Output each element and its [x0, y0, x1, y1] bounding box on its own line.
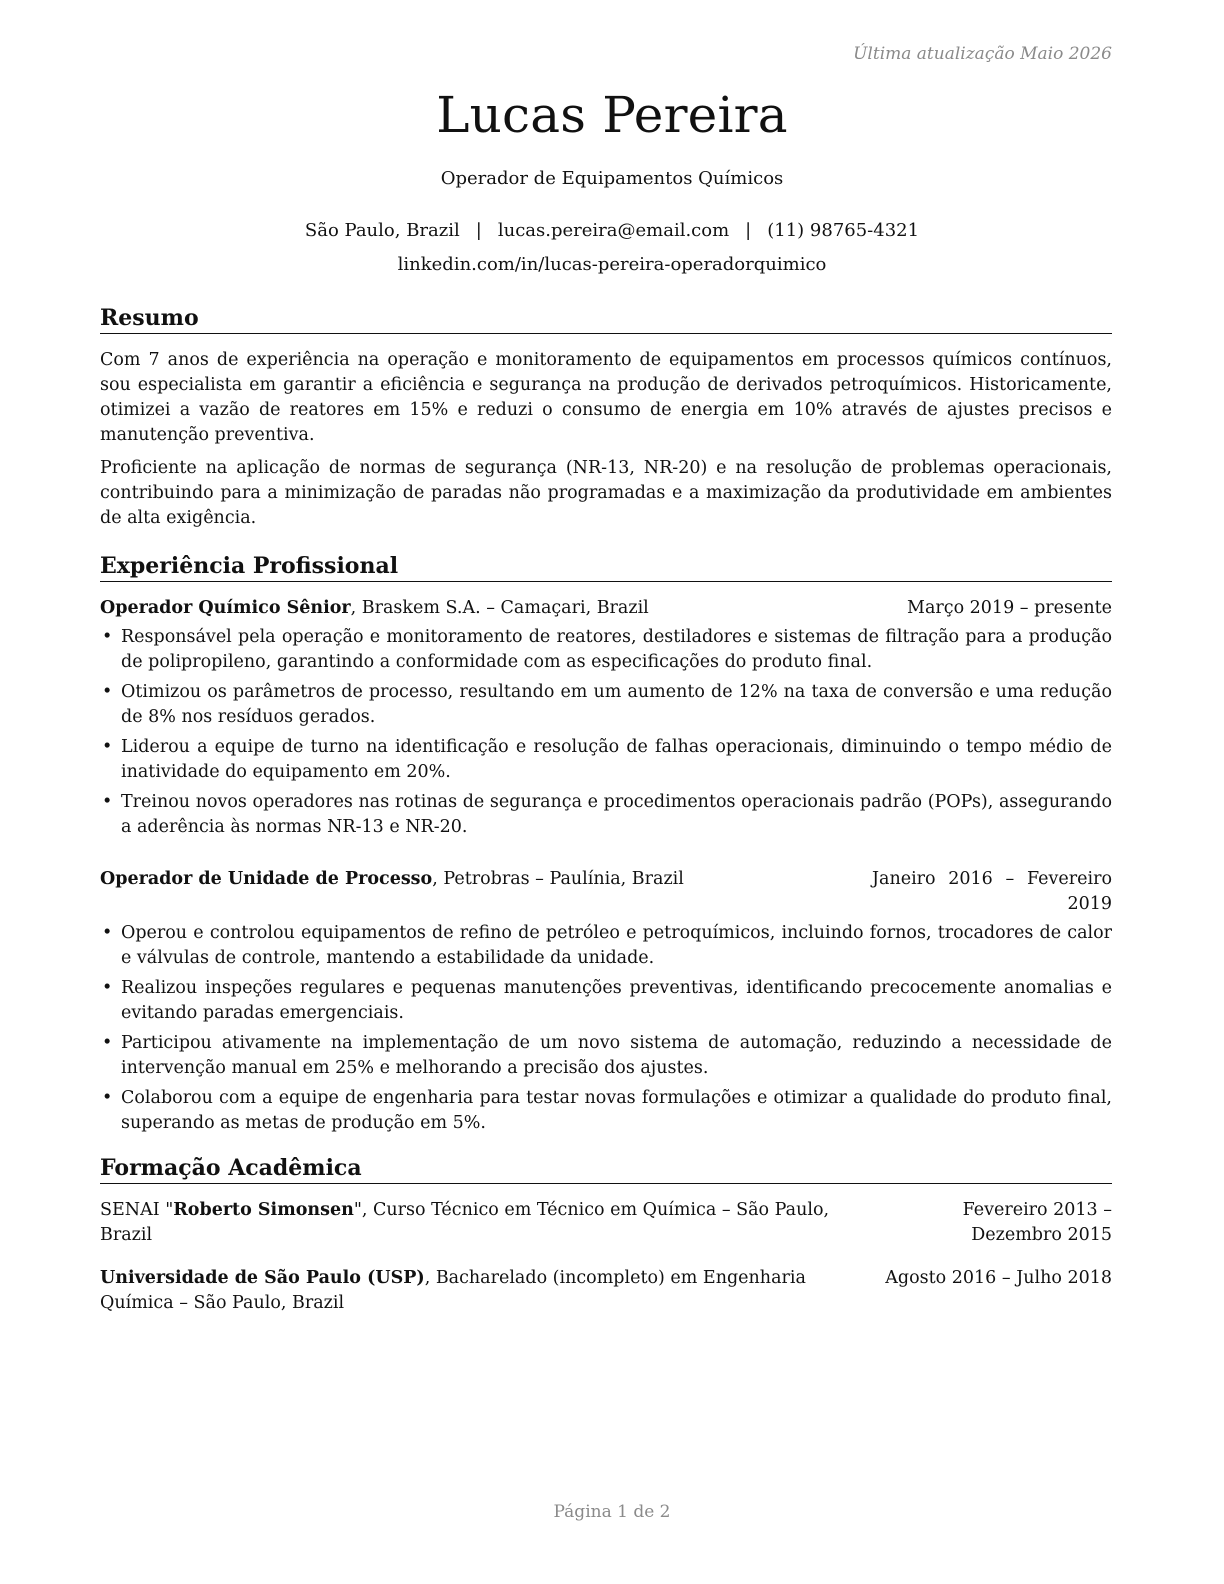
- phone: (11) 98765-4321: [767, 220, 920, 241]
- job-dates: Março 2019 – presente: [907, 598, 1112, 618]
- list-item: • Responsável pela operação e monitoramento de reatores, destiladores e sistemas de filtração para a produção de polipropileno, garantindo a conformidade com as especificações do produto final.: [100, 625, 1112, 675]
- list-item: • Realizou inspeções regulares e pequenas manutenções preventivas, identificando precocemente anomalias e evitando paradas emergenciais.: [100, 976, 1112, 1026]
- location: São Paulo, Brazil: [304, 220, 460, 241]
- section-title-education: Formação Acadêmica: [100, 1155, 1112, 1184]
- list-item: • Treinou novos operadores nas rotinas de segurança e procedimentos operacionais padrão (POPs), assegurando a aderência às normas NR-13 e NR-20.: [100, 790, 1112, 840]
- summary-paragraph: Com 7 anos de experiência na operação e monitoramento de equipamentos em processos químicos contínuos, sou especialista em garantir a eficiência e segurança na produção de derivados petroquímicos. Historicamente, otimizei a vazão de reatores em 15% e reduzi o consumo de energia em 10% através de ajustes precisos e manutenção preventiva.: [100, 350, 1112, 445]
- job-role: Operador Químico Sênior: [100, 598, 351, 618]
- job-header: [100, 596, 1112, 621]
- education-detail: ", Curso Técnico em Técnico em Química – São Paulo, Brazil: [100, 1200, 830, 1245]
- education-dates: Agosto 2016 – Julho 2018: [885, 1268, 1112, 1288]
- job-dates: Janeiro 2016 – Fevereiro 2019: [872, 869, 1112, 914]
- job-role: Operador de Unidade de Processo: [100, 869, 433, 889]
- headline: Operador de Equipamentos Químicos: [440, 168, 784, 189]
- candidate-name: Lucas Pereira: [436, 86, 788, 144]
- list-item: • Operou e controlou equipamentos de refino de petróleo e petroquímicos, incluindo fornos, trocadores de calor e válvulas de controle, mantendo a estabilidade da unidade.: [100, 921, 1112, 971]
- separator: |: [475, 220, 482, 241]
- separator: |: [745, 220, 752, 241]
- education-item: [100, 1266, 1112, 1316]
- list-item: • Otimizou os parâmetros de processo, resultando em um aumento de 12% na taxa de conversão e uma redução de 8% nos resíduos gerados.: [100, 680, 1112, 730]
- job-company: , Petrobras – Paulínia, Brazil: [432, 869, 684, 889]
- email-link[interactable]: lucas.pereira@email.com: [497, 220, 730, 241]
- job-header: [100, 867, 1112, 917]
- resume-content: [100, 305, 1112, 1316]
- list-item: • Colaborou com a equipe de engenharia para testar novas formulações e otimizar a qualidade do produto final, superando as metas de produção em 5%.: [100, 1086, 1112, 1136]
- last-updated: Última atualização Maio 2026: [853, 44, 1112, 64]
- education-item: [100, 1198, 1112, 1248]
- education-institution: Roberto Simonsen: [173, 1200, 354, 1220]
- job-bullets: [100, 921, 1112, 1136]
- list-item: • Liderou a equipe de turno na identificação e resolução de falhas operacionais, diminuindo o tempo médio de inatividade do equipamento em 20%.: [100, 735, 1112, 785]
- section-title-experience: Experiência Profissional: [100, 553, 1112, 582]
- section-title-summary: Resumo: [100, 305, 1112, 334]
- education-institution: Universidade de São Paulo (USP): [100, 1268, 425, 1288]
- summary-paragraph: Proficiente na aplicação de normas de segurança (NR-13, NR-20) e na resolução de problemas operacionais, contribuindo para a minimização de paradas não programadas e a maximização da produtividade em ambientes de alta exigência.: [100, 458, 1112, 528]
- education-prefix: SENAI ": [100, 1200, 174, 1220]
- education-dates: Fevereiro 2013 – Dezembro 2015: [962, 1200, 1112, 1245]
- job-bullets: [100, 625, 1112, 840]
- contact-line: [0, 220, 1224, 241]
- list-item: • Participou ativamente na implementação de um novo sistema de automação, reduzindo a necessidade de intervenção manual em 25% e melhorando a precisão dos ajustes.: [100, 1031, 1112, 1081]
- job-company: , Braskem S.A. – Camaçari, Brazil: [350, 598, 649, 618]
- page-number: Página 1 de 2: [553, 1502, 671, 1522]
- linkedin-link[interactable]: linkedin.com/in/lucas-pereira-operadorquimico: [397, 254, 827, 275]
- education-detail: , Bacharelado (incompleto) em Engenharia Química – São Paulo, Brazil: [100, 1268, 806, 1313]
